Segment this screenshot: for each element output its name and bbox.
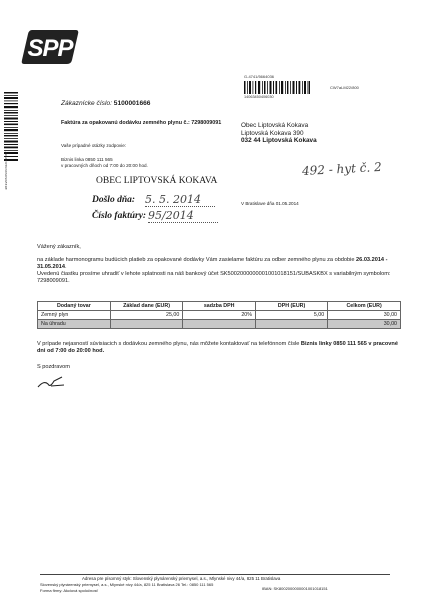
signature bbox=[36, 372, 66, 392]
table-cell: Zemný plyn bbox=[38, 311, 111, 320]
table-cell: 5,00 bbox=[255, 311, 327, 320]
questions-label: Vaše prípadné otázky zodpovie: bbox=[61, 143, 127, 148]
table-header: Základ dane (EUR) bbox=[110, 302, 183, 311]
table-header: DPH (EUR) bbox=[255, 302, 327, 311]
stamp-invoice-label: Číslo faktúry: bbox=[92, 211, 147, 221]
table-due-label: Na úhradu bbox=[38, 320, 111, 329]
handwritten-reference: 492 - hyt č. 2 bbox=[301, 159, 383, 179]
greeting: Vážený zákazník, bbox=[37, 244, 81, 250]
helpline bbox=[61, 157, 231, 169]
stamp-divider bbox=[148, 222, 218, 223]
footer-iban: IBAN: SK8002000000001001018151 bbox=[262, 586, 328, 591]
logo-text: SPP bbox=[27, 35, 73, 62]
footer-address: Adresa pre písomný styk: Slovenský plynárenský priemysel, a.s., Mlynské nivy 44/a, 825 11 Bratislava bbox=[82, 576, 281, 581]
address-line-3: 032 44 Liptovská Kokava bbox=[241, 137, 317, 145]
customer-number-value: 5100001666 bbox=[113, 100, 151, 107]
side-code-text: 181905050041010687 bbox=[5, 151, 9, 190]
top-barcode-number: 14063450406030 bbox=[244, 95, 274, 99]
table-cell: 30,00 bbox=[328, 311, 401, 320]
stamp-received-label: Došlo dňa: bbox=[92, 195, 136, 205]
address-line-2: Liptovská Kokava 390 bbox=[241, 129, 304, 137]
top-code-b: CW7aLM22/800 bbox=[330, 85, 359, 90]
stamp-divider bbox=[145, 206, 215, 207]
body-paragraph-1: na základe harmonogramu budúcich platieb za opakované dodávky Vám zasielame faktúru za odber zemného plynu za obdobie 26.03.2014 - 31.05.2014. bbox=[37, 257, 388, 270]
table-due-value: 30,00 bbox=[328, 320, 401, 329]
table-row bbox=[38, 311, 401, 320]
invoice-table bbox=[37, 301, 401, 329]
top-barcode bbox=[244, 81, 310, 94]
regards: S pozdravom bbox=[37, 364, 70, 370]
table-header: Dodaný tovar bbox=[38, 302, 111, 311]
table-cell: 25,00 bbox=[110, 311, 183, 320]
contact-text: V prípade nejasností súvisiacich s dodávkou zemného plynu, nás môžete kontaktovať na telefónnom čísle Biznis linky 0850 111 565 v pracovné dni od 7:00 do 20:00 hod. bbox=[37, 341, 398, 354]
helpline-hours: v pracovných dňoch od 7:00 do 20:00 hod. bbox=[61, 163, 148, 168]
top-code-a: G-4741/5664036 bbox=[244, 74, 275, 79]
place-date: V Bratislave dňa 01.05.2014 bbox=[241, 201, 299, 206]
footer-divider bbox=[40, 574, 390, 575]
address-line-1: Obec Liptovská Kokava bbox=[241, 122, 309, 129]
customer-number-label: Zákaznícke číslo: bbox=[61, 100, 112, 107]
table-header-row bbox=[38, 302, 401, 311]
body-text bbox=[37, 257, 407, 285]
recipient-address bbox=[241, 122, 317, 145]
table-header: Celkom (EUR) bbox=[328, 302, 401, 311]
stamp-name: OBEC LIPTOVSKÁ KOKAVA bbox=[96, 176, 218, 186]
body-paragraph-2: Uvedenú čiastku prosíme uhradiť v lehote splatnosti na náš bankový účet SK5002000000001001018151/SUBASKBX s variabilným symbolom: 7298009091. bbox=[37, 271, 391, 284]
table-total-row bbox=[38, 320, 401, 329]
footer-company: Slovenský plynárenský priemysel, a.s., Mlynské nivy 44/a, 825 11 Bratislava 26 Tel.: 0850 111 565 bbox=[40, 582, 214, 587]
invoice-title: Faktúra za opakovanú dodávku zemného plynu č.: 7298009091 bbox=[61, 120, 222, 126]
table-cell: 20% bbox=[183, 311, 256, 320]
helpline-number: Biznis linka 0850 111 565 bbox=[61, 157, 113, 162]
customer-number bbox=[61, 100, 150, 107]
stamp-received-value: 5. 5. 2014 bbox=[145, 193, 201, 206]
table-header: sadzba DPH bbox=[183, 302, 256, 311]
footer-legal-form: Forma firmy: Akciová spoločnosť bbox=[40, 588, 98, 593]
spp-logo bbox=[20, 28, 80, 66]
stamp-invoice-value: 95/2014 bbox=[148, 209, 194, 222]
